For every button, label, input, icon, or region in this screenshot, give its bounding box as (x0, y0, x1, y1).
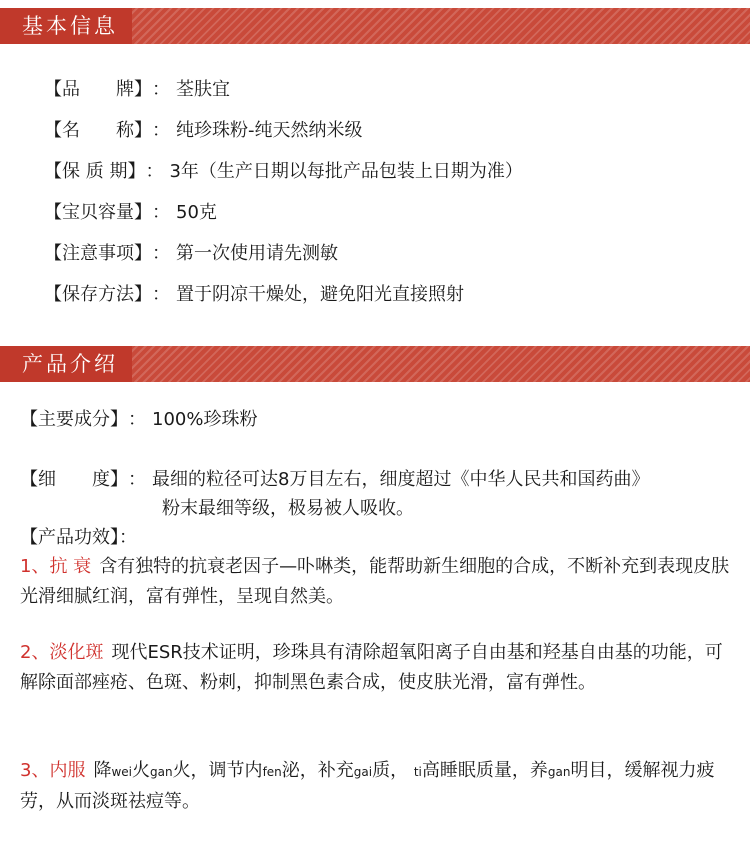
info-value: 3年（生产日期以每批产品包装上日期为准） (169, 161, 523, 182)
ingredients-row: 【主要成分】： 100%珍珠粉 (20, 409, 258, 430)
info-label: 【注意事项】 (44, 243, 152, 264)
effect-heading: 1、抗 衰 (20, 556, 92, 577)
effect-heading: 3、内服 (20, 760, 86, 781)
info-label: 【宝贝容量】 (44, 202, 152, 223)
info-row-capacity: 【宝贝容量】： 50克 (44, 202, 217, 223)
section-title-product-intro: 产品介绍 (0, 346, 132, 382)
info-row-brand: 【品 牌】： 荃肤宜 (44, 79, 230, 100)
info-value: 置于阴凉干燥处，避免阳光直接照射 (176, 284, 464, 305)
fineness-line-2: 粉末最细等级，极易被人吸收。 (162, 498, 414, 519)
info-value: 50克 (176, 202, 217, 223)
fineness-line-1: 最细的粒径可达8万目左右，细度超过《中华人民共和国药曲》 (152, 469, 650, 490)
effect-anti-aging (20, 552, 732, 612)
info-row-notes: 【注意事项】： 第一次使用请先测敏 (44, 243, 338, 264)
info-value: 纯珍珠粉-纯天然纳米级 (176, 120, 363, 141)
effects-label-row: 【产品功效】： (20, 527, 137, 548)
effect-spot-fading (20, 638, 732, 698)
effects-label: 【产品功效】 (20, 527, 119, 548)
effect-heading: 2、淡化斑 (20, 642, 104, 663)
ingredients-value: 100%珍珠粉 (152, 409, 258, 430)
info-value: 荃肤宜 (176, 79, 230, 100)
info-row-storage: 【保存方法】： 置于阴凉干燥处，避免阳光直接照射 (44, 284, 464, 305)
effect-oral-use: 3、内服 降wei火gan火，调节内fen泌，补充gai质， ti高睡眠质量，养gan明目，缓解视力疲劳，从而淡斑祛痘等。 (20, 760, 715, 812)
effect-text: 现代ESR技术证明，珍珠具有清除超氧阳离子自由基和羟基自由基的功能，可解除面部痤疮、色斑、粉刺，抑制黑色素合成，使皮肤光滑，富有弹性。 (20, 642, 723, 693)
section-title-basic-info: 基本信息 (0, 8, 132, 44)
effect-text: 含有独特的抗衰老因子—卟啉类，能帮助新生细胞的合成，不断补充到表现皮肤光滑细腻红润，富有弹性，呈现自然美。 (20, 556, 730, 607)
info-label: 【保存方法】 (44, 284, 152, 305)
section-banner-basic-info (0, 8, 750, 44)
section-banner-product-intro (0, 346, 750, 382)
info-label: 【名 称】 (44, 120, 152, 141)
ingredients-label: 【主要成分】 (20, 409, 128, 430)
fineness-row: 【细 度】： 最细的粒径可达8万目左右，细度超过《中华人民共和国药曲》 (20, 469, 650, 490)
info-value: 第一次使用请先测敏 (176, 243, 338, 264)
info-label: 【保 质 期】 (44, 161, 146, 182)
fineness-label: 【细 度】 (20, 469, 128, 490)
info-row-name: 【名 称】： 纯珍珠粉-纯天然纳米级 (44, 120, 363, 141)
info-label: 【品 牌】 (44, 79, 152, 100)
info-row-shelf-life: 【保 质 期】： 3年（生产日期以每批产品包装上日期为准） (44, 161, 523, 182)
